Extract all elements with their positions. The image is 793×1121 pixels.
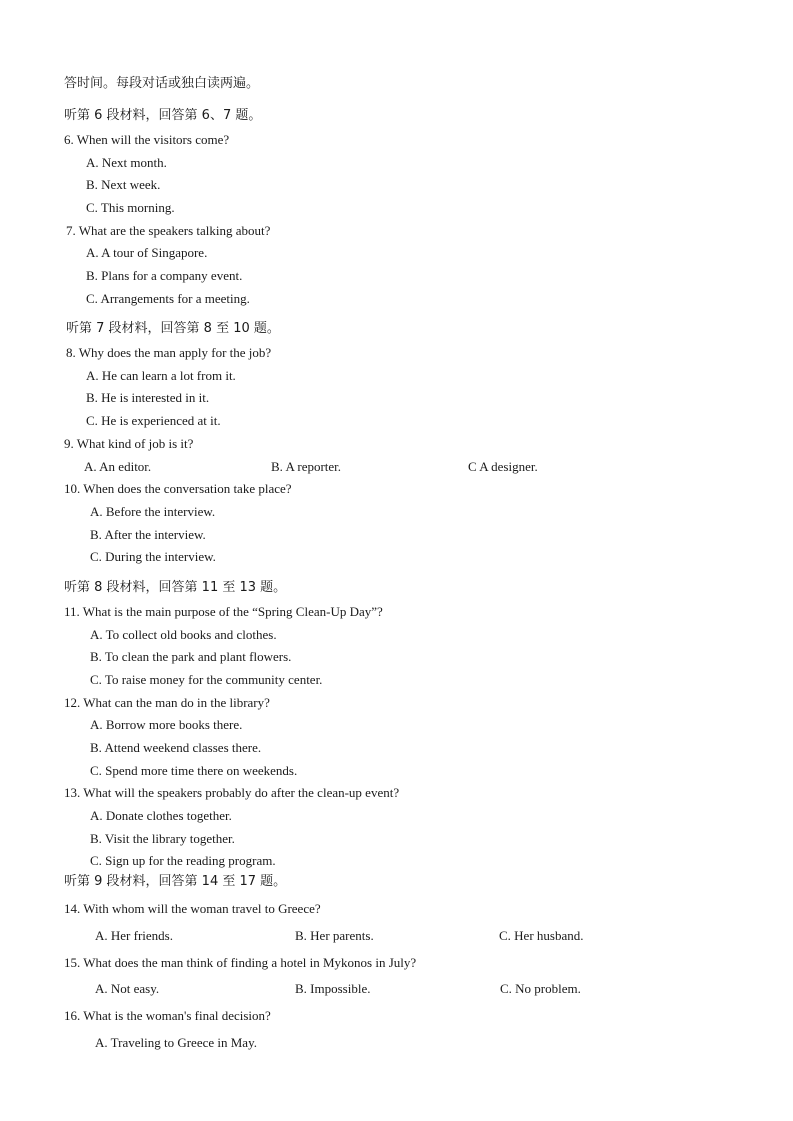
option: C. Her husband. <box>499 928 584 943</box>
question-stem: 12. What can the man do in the library? <box>64 695 270 710</box>
option: B. To clean the park and plant flowers. <box>90 649 292 664</box>
option: A. Before the interview. <box>90 504 216 519</box>
section-header: 听第 9 段材料，回答第 14 至 17 题。 <box>64 874 287 889</box>
option: C. During the interview. <box>90 549 216 564</box>
option: A. A tour of Singapore. <box>86 245 208 260</box>
intro-text: 答时间。每段对话或独白读两遍。 <box>64 76 260 91</box>
question-stem: 11. What is the main purpose of the “Spring Clean-Up Day”? <box>64 604 383 619</box>
option: B. Attend weekend classes there. <box>90 740 262 755</box>
option: A. Traveling to Greece in May. <box>95 1035 257 1050</box>
option: A. Not easy. <box>95 981 160 996</box>
option: B. Impossible. <box>295 981 371 996</box>
option: C A designer. <box>468 459 538 474</box>
option: A. He can learn a lot from it. <box>86 368 236 383</box>
question-stem: 6. When will the visitors come? <box>64 132 230 147</box>
option: B. He is interested in it. <box>86 390 210 405</box>
option: C. Arrangements for a meeting. <box>86 291 250 306</box>
question-stem: 9. What kind of job is it? <box>64 436 194 451</box>
question-stem: 10. When does the conversation take place? <box>64 481 292 496</box>
option: C. Sign up for the reading program. <box>90 853 276 868</box>
option: B. Visit the library together. <box>90 831 235 846</box>
section-header: 听第 8 段材料，回答第 11 至 13 题。 <box>64 580 287 595</box>
option: B. A reporter. <box>271 459 342 474</box>
option: C. He is experienced at it. <box>86 413 221 428</box>
option: B. Her parents. <box>295 928 374 943</box>
option: B. Plans for a company event. <box>86 268 243 283</box>
question-stem: 16. What is the woman's final decision? <box>64 1008 271 1023</box>
option: C. Spend more time there on weekends. <box>90 763 298 778</box>
option: A. Next month. <box>86 155 167 170</box>
section-header: 听第 7 段材料，回答第 8 至 10 题。 <box>66 321 280 336</box>
question-stem: 13. What will the speakers probably do after the clean-up event? <box>64 785 400 800</box>
question-stem: 14. With whom will the woman travel to Greece? <box>64 901 321 916</box>
question-stem: 15. What does the man think of finding a hotel in Mykonos in July? <box>64 955 417 970</box>
option: A. To collect old books and clothes. <box>90 627 277 642</box>
option: A. Her friends. <box>95 928 173 943</box>
option: A. Borrow more books there. <box>90 717 243 732</box>
question-stem: 8. Why does the man apply for the job? <box>66 345 272 360</box>
option: A. Donate clothes together. <box>90 808 232 823</box>
section-header: 听第 6 段材料，回答第 6、7 题。 <box>64 108 262 123</box>
option: C. To raise money for the community center. <box>90 672 323 687</box>
option: A. An editor. <box>84 459 152 474</box>
option: C. No problem. <box>500 981 581 996</box>
option: B. After the interview. <box>90 527 206 542</box>
option: B. Next week. <box>86 177 161 192</box>
option: C. This morning. <box>86 200 175 215</box>
question-stem: 7. What are the speakers talking about? <box>66 223 271 238</box>
